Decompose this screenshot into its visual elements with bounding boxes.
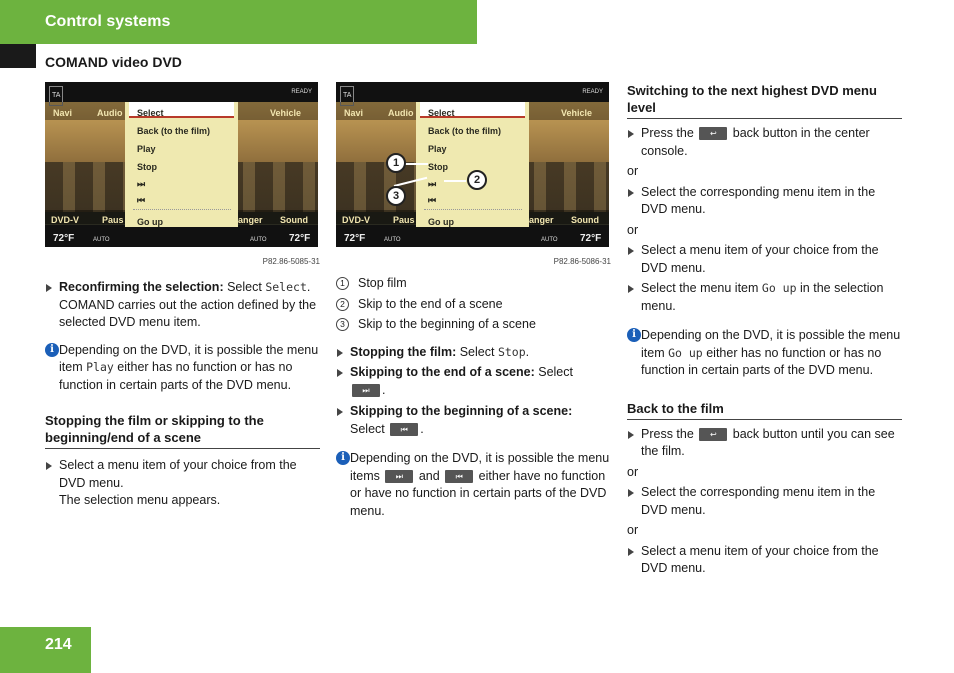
bullet-arrow-icon xyxy=(628,431,634,439)
info-note-go-up xyxy=(627,327,902,380)
select-menu-item-post: in the selection menu. xyxy=(641,281,884,313)
bullet-arrow-icon xyxy=(46,284,52,292)
temp-right: 72°F xyxy=(289,233,311,244)
skip-prev-icon: ⏮ xyxy=(445,470,473,483)
bullet-arrow-icon xyxy=(628,247,634,255)
skip-end-text: Select xyxy=(538,365,573,379)
changer-item[interactable]: anger xyxy=(529,215,554,225)
press-the-text: Press the xyxy=(641,126,694,140)
ta-indicator: TA xyxy=(49,86,63,106)
callout-1: 1 xyxy=(386,153,406,173)
stopping-text: Select xyxy=(459,344,495,359)
temp-left: 72°F xyxy=(53,233,75,244)
info-note-skip xyxy=(336,450,611,520)
skip-end-step xyxy=(336,364,611,399)
info-text-post: either has no function or has no function in certain parts of the DVD menu. xyxy=(59,360,293,392)
legend-text: Stop film xyxy=(358,276,407,290)
select-item-text: Select a menu item of your choice from the DVD menu. xyxy=(59,458,297,490)
ready-indicator: READY xyxy=(291,89,312,95)
bullet-arrow-icon xyxy=(46,462,52,470)
ready-indicator: READY xyxy=(582,89,603,95)
callout-line-2 xyxy=(444,180,466,182)
reconfirm-text: Select xyxy=(227,280,262,294)
skip-next-icon: ⏭ xyxy=(352,384,380,397)
menu-item-skip-next[interactable]: ⏭ xyxy=(137,179,146,189)
nav-item-navi[interactable]: Navi xyxy=(53,108,73,118)
menu-item-stop[interactable]: Stop xyxy=(428,162,448,172)
figure-caption: P82.86-5086-31 xyxy=(553,257,611,266)
auto-left: AUTO xyxy=(384,237,401,243)
menu-item-play[interactable]: Play xyxy=(428,144,447,154)
pause-item[interactable]: Paus xyxy=(393,215,415,225)
menu-item-select[interactable]: Select xyxy=(137,108,164,118)
menu-item-skip-prev[interactable]: ⏮ xyxy=(137,195,146,205)
switching-heading: Switching to the next highest DVD menu level xyxy=(627,82,902,119)
column-middle xyxy=(336,82,611,520)
legend-number: 2 xyxy=(336,298,349,311)
info-icon: i xyxy=(627,328,641,342)
bullet-arrow-icon xyxy=(628,548,634,556)
period: . xyxy=(382,382,386,397)
press-back-until-step xyxy=(627,426,902,461)
temp-right: 72°F xyxy=(580,233,602,244)
dvd-menu xyxy=(416,102,529,227)
legend-item xyxy=(336,275,611,293)
or-text: or xyxy=(627,464,639,479)
auto-right: AUTO xyxy=(541,237,558,243)
menu-item-stop[interactable]: Stop xyxy=(137,162,157,172)
skip-begin-text: Select xyxy=(350,421,385,436)
back-button-icon: ↩ xyxy=(699,127,727,140)
menu-item-back[interactable]: Back (to the film) xyxy=(137,126,211,136)
bullet-arrow-icon xyxy=(628,189,634,197)
reconfirm-label: Reconfirming the selection: xyxy=(59,280,224,294)
menu-item-back[interactable]: Back (to the film) xyxy=(428,126,502,136)
select-choice-text: Select a menu item of your choice from the DVD menu. xyxy=(641,243,879,275)
nav-item-audio[interactable]: Audio xyxy=(388,108,414,118)
dvdv-item[interactable]: DVD-V xyxy=(51,215,80,225)
bullet-arrow-icon xyxy=(337,349,343,357)
info-text-post: either has no function or has no function in certain parts of the DVD menu. xyxy=(641,345,882,377)
select-corresponding-text: Select the corresponding menu item in the DVD menu. xyxy=(641,184,876,216)
select-choice-text: Select a menu item of your choice from the DVD menu. xyxy=(641,543,879,575)
reconfirm-result: COMAND carries out the action defined by the selected DVD menu item. xyxy=(59,297,317,329)
info-text-post: either have no function or have no function in certain parts of the DVD menu. xyxy=(350,468,607,518)
select-menu-step xyxy=(45,457,320,492)
header-bar xyxy=(0,0,477,44)
info-icon: i xyxy=(45,343,59,357)
info-and: and xyxy=(418,468,440,483)
info-text-pre: Depending on the DVD, it is possible the menu item xyxy=(641,328,901,360)
climate-bar xyxy=(45,225,318,247)
ta-indicator: TA xyxy=(340,86,354,106)
section-title: COMAND video DVD xyxy=(45,54,182,70)
select-corresponding-text: Select the corresponding menu item in the DVD menu. xyxy=(641,485,876,517)
or-text: or xyxy=(627,523,639,537)
menu-item-go-up[interactable]: Go up xyxy=(428,217,454,227)
sound-item[interactable]: Sound xyxy=(280,215,308,225)
page-number-tab xyxy=(0,627,91,673)
back-center-text: back button in the center console. xyxy=(641,126,870,158)
menu-item-skip-next[interactable]: ⏭ xyxy=(428,179,437,189)
stopping-heading: Stopping the film or skipping to the beginning/end of a scene xyxy=(45,412,320,449)
dvd-menu xyxy=(125,102,238,227)
info-note-play xyxy=(45,342,320,395)
go-up-code: Go up xyxy=(761,281,797,295)
stopping-label: Stopping the film: xyxy=(350,344,457,359)
or-text: or xyxy=(627,222,639,237)
nav-item-vehicle[interactable]: Vehicle xyxy=(561,108,593,118)
status-bar xyxy=(336,82,609,102)
figure-caption: P82.86-5085-31 xyxy=(262,257,320,266)
menu-item-select[interactable]: Select xyxy=(428,108,455,118)
section-marker xyxy=(0,44,36,68)
nav-item-navi[interactable]: Navi xyxy=(344,108,364,118)
skip-begin-step xyxy=(336,403,611,438)
press-the-text: Press the xyxy=(641,426,694,441)
info-code-go-up: Go up xyxy=(668,345,703,360)
back-to-film-heading: Back to the film xyxy=(627,400,902,420)
skip-begin-label: Skipping to the beginning of a scene: xyxy=(350,404,573,418)
temp-left: 72°F xyxy=(344,233,366,244)
reconfirm-code: Select xyxy=(265,280,307,294)
auto-left: AUTO xyxy=(93,237,110,243)
comand-screen-1 xyxy=(45,82,318,247)
select-choice-step xyxy=(627,242,902,277)
climate-bar xyxy=(336,225,609,247)
stopping-step xyxy=(336,344,611,362)
bullet-arrow-icon xyxy=(337,408,343,416)
info-text-pre: Depending on the DVD, it is possible the menu items xyxy=(350,451,610,483)
select-corresponding-step-2 xyxy=(627,484,902,519)
column-left xyxy=(45,82,320,510)
back-button-icon: ↩ xyxy=(699,428,727,441)
legend-number: 1 xyxy=(336,277,349,290)
reconfirm-step xyxy=(45,279,320,297)
bullet-arrow-icon xyxy=(337,369,343,377)
nav-item-audio[interactable]: Audio xyxy=(97,108,123,118)
changer-item[interactable]: anger xyxy=(238,215,263,225)
info-code-play: Play xyxy=(86,360,114,374)
period: . xyxy=(420,421,424,436)
skip-end-label: Skipping to the end of a scene: xyxy=(350,365,535,379)
pause-item[interactable]: Paus xyxy=(102,215,124,225)
legend-item xyxy=(336,316,611,334)
or-text: or xyxy=(627,164,639,178)
auto-right: AUTO xyxy=(250,237,267,243)
dvdv-item[interactable]: DVD-V xyxy=(342,215,371,225)
legend-list xyxy=(336,275,611,334)
menu-item-go-up[interactable]: Go up xyxy=(137,217,163,227)
status-bar xyxy=(45,82,318,102)
page-number: 214 xyxy=(45,636,72,653)
press-back-step xyxy=(627,125,902,160)
select-menu-item-pre: Select the menu item xyxy=(641,281,759,295)
select-corresponding-step xyxy=(627,184,902,219)
legend-text: Skip to the end of a scene xyxy=(358,296,503,311)
legend-text: Skip to the beginning of a scene xyxy=(358,317,536,331)
chapter-title: Control systems xyxy=(45,13,171,30)
back-until-text: back button until you can see the film. xyxy=(641,426,895,458)
select-choice-step-2 xyxy=(627,543,902,578)
bullet-arrow-icon xyxy=(628,130,634,138)
info-text-pre: Depending on the DVD, it is possible the menu item xyxy=(59,342,319,374)
menu-item-play[interactable]: Play xyxy=(137,144,156,154)
skip-prev-icon: ⏮ xyxy=(390,423,418,436)
bullet-arrow-icon xyxy=(628,489,634,497)
legend-number: 3 xyxy=(336,318,349,331)
reconfirm-period: . xyxy=(306,280,311,294)
info-icon: i xyxy=(336,451,350,465)
menu-item-skip-prev[interactable]: ⏮ xyxy=(428,195,437,205)
callout-2: 2 xyxy=(467,170,487,190)
skip-next-icon: ⏭ xyxy=(385,470,413,483)
menu-divider xyxy=(424,209,522,210)
comand-screen-2 xyxy=(336,82,609,247)
select-go-up-step xyxy=(627,280,902,315)
column-right xyxy=(627,82,902,578)
menu-divider xyxy=(133,209,231,210)
callout-3: 3 xyxy=(386,186,406,206)
selection-appears-text: The selection menu appears. xyxy=(59,493,221,507)
stopping-code: Stop xyxy=(497,344,526,359)
nav-item-vehicle[interactable]: Vehicle xyxy=(270,108,302,118)
legend-item xyxy=(336,296,611,314)
period: . xyxy=(525,344,530,359)
sound-item[interactable]: Sound xyxy=(571,215,599,225)
bullet-arrow-icon xyxy=(628,285,634,293)
